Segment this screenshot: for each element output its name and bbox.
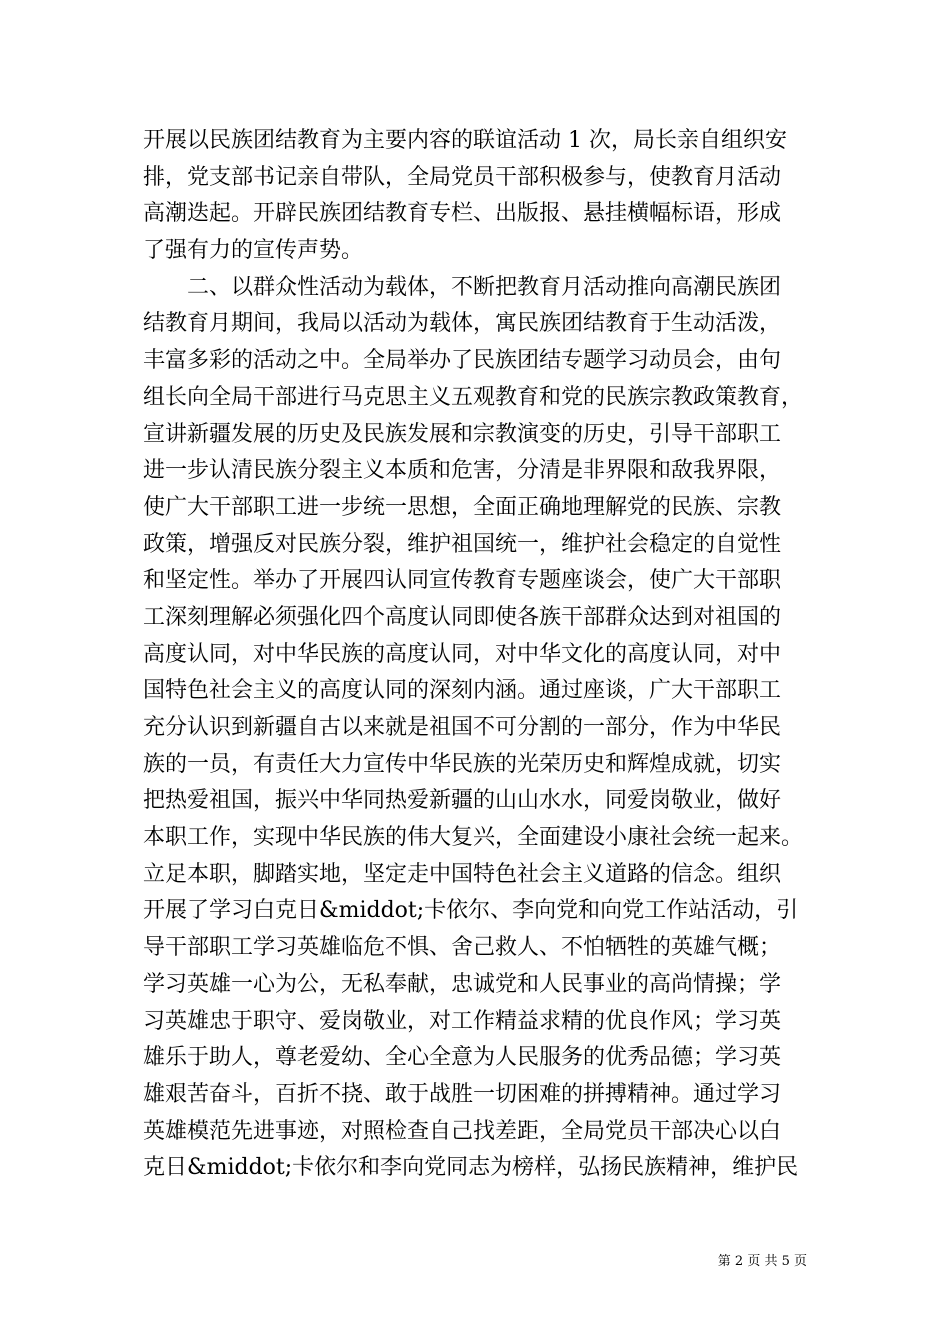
text-line: 英雄模范先进事迹，对照检查自己找差距，全局党员干部决心以白: [143, 1118, 782, 1144]
text-line: 丰富多彩的活动之中。全局举办了民族团结专题学习动员会，由句: [143, 348, 782, 374]
text-line: 雄乐于助人，尊老爱幼、全心全意为人民服务的优秀品德；学习英: [143, 1045, 782, 1071]
text-line: 国特色社会主义的高度认同的深刻内涵。通过座谈，广大干部职工: [143, 678, 782, 704]
text-line: 雄艰苦奋斗，百折不挠、敢于战胜一切困难的拼搏精神。通过学习: [143, 1081, 782, 1107]
text-line: 习英雄忠于职守、爱岗敬业，对工作精益求精的优良作风；学习英: [143, 1008, 782, 1034]
text-line: 学习英雄一心为公，无私奉献，忠诚党和人民事业的高尚情操；学: [143, 971, 782, 997]
text-line: 把热爱祖国，振兴中华同热爱新疆的山山水水，同爱岗敬业，做好: [143, 788, 782, 814]
text-line: 开展了学习白克日&middot;卡依尔、李向党和向党工作站活动，引: [143, 898, 799, 924]
text-line: 克日&middot;卡依尔和李向党同志为榜样，弘扬民族精神，维护民: [143, 1155, 799, 1181]
text-line: 宣讲新疆发展的历史及民族发展和宗教演变的历史，引导干部职工: [143, 421, 782, 447]
document-body: [143, 123, 823, 1187]
text-line: 政策，增强反对民族分裂，维护祖国统一，维护社会稳定的自觉性: [143, 531, 782, 557]
text-line: 高度认同，对中华民族的高度认同，对中华文化的高度认同，对中: [143, 641, 782, 667]
text-line: 本职工作，实现中华民族的伟大复兴，全面建设小康社会统一起来。: [143, 825, 804, 851]
text-line: 高潮迭起。开辟民族团结教育专栏、出版报、悬挂横幅标语，形成: [143, 201, 782, 227]
paragraph-start-line: 二、以群众性活动为载体，不断把教育月活动推向高潮民族团: [187, 274, 782, 300]
text-line: 组长向全局干部进行马克思主义五观教育和党的民族宗教政策教育，: [143, 384, 804, 410]
text-line: 开展以民族团结教育为主要内容的联谊活动 1 次，局长亲自组织安: [143, 128, 787, 153]
text-line: 结教育月期间，我局以活动为载体，寓民族团结教育于生动活泼，: [143, 311, 782, 337]
text-line: 充分认识到新疆自古以来就是祖国不可分割的一部分，作为中华民: [143, 715, 782, 740]
text-line: 族的一员，有责任大力宣传中华民族的光荣历史和辉煌成就，切实: [143, 751, 782, 777]
text-line: 了强有力的宣传声势。: [143, 238, 364, 264]
text-line: 进一步认清民族分裂主义本质和危害，分清是非界限和敌我界限，: [143, 458, 782, 484]
text-line: 导干部职工学习英雄临危不惧、舍己救人、不怕牺牲的英雄气概；: [143, 935, 782, 961]
text-line: 使广大干部职工进一步统一思想，全面正确地理解党的民族、宗教: [143, 494, 782, 520]
text-line: 和坚定性。举办了开展四认同宣传教育专题座谈会，使广大干部职: [143, 568, 782, 594]
text-line: 工深刻理解必须强化四个高度认同即使各族干部群众达到对祖国的: [143, 604, 782, 630]
text-line: 立足本职，脚踏实地，坚定走中国特色社会主义道路的信念。组织: [143, 861, 782, 887]
page-number: 第 2 页 共 5 页: [717, 1254, 807, 1269]
text-line: 排，党支部书记亲自带队，全局党员干部积极参与，使教育月活动: [143, 164, 782, 190]
